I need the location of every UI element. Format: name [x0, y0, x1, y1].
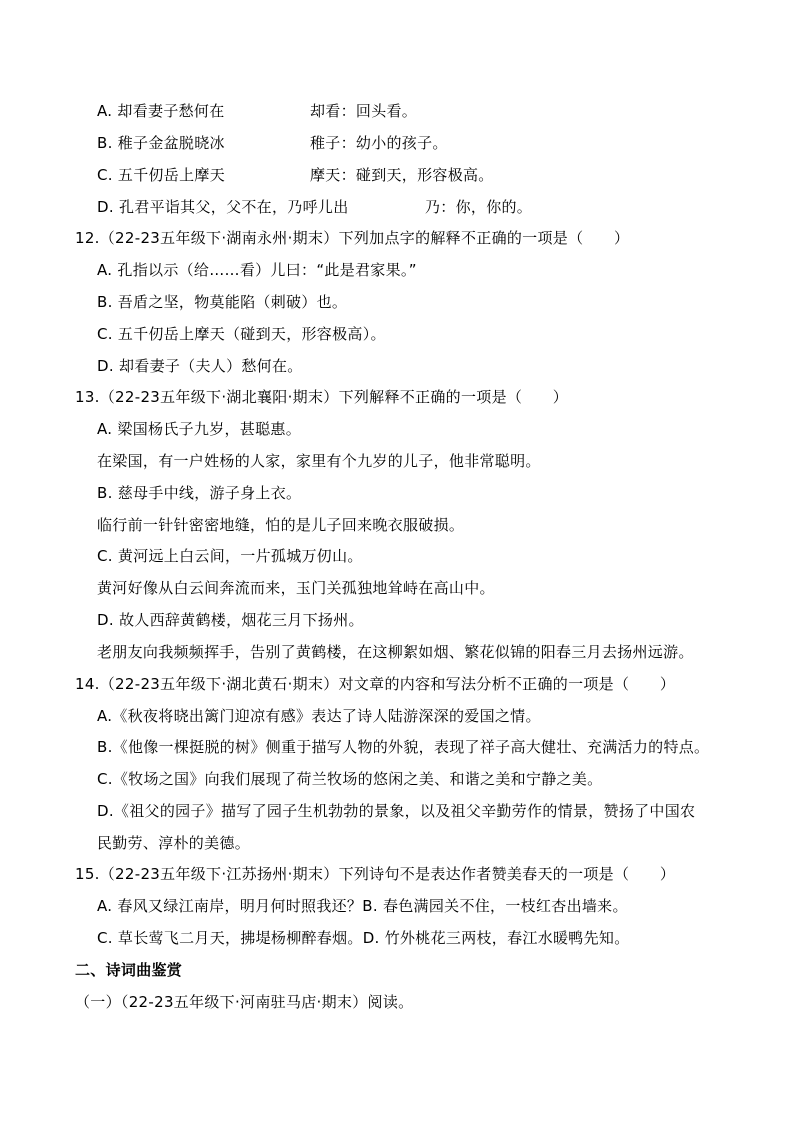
q13-option-b-explain: 临行前一针针密密地缝，怕的是儿子回来晚衣服破损。 [97, 516, 465, 534]
q12-option-a: A. 孔指以示（给……看）儿曰：“此是君家果。” [97, 261, 417, 279]
section-subtitle: （一）（22-23五年级下·河南驻马店·期末）阅读。 [75, 993, 414, 1011]
q14-option-d-line2: 民勤劳、淳朴的美德。 [97, 834, 251, 852]
q14-option-c: C.《牧场之国》向我们展现了荷兰牧场的悠闲之美、和谐之美和宁静之美。 [97, 770, 603, 788]
q12-stem: 12.（22-23五年级下·湖南永州·期末）下列加点字的解释不正确的一项是（ ） [75, 229, 630, 247]
q14-option-b: B.《他像一棵挺脱的树》侧重于描写人物的外貌，表现了祥子高大健壮、充满活力的特点。 [97, 738, 710, 756]
q12-option-c: C. 五千仞岳上摩天（碰到天，形容极高）。 [97, 325, 386, 343]
option-text: A. 却看妻子愁何在 [97, 102, 225, 120]
q14-stem: 14.（22-23五年级下·湖北黄石·期末）对文章的内容和写法分析不正确的一项是（ ） [75, 675, 676, 693]
q13-option-a: A. 梁国杨氏子九岁，甚聪惠。 [97, 420, 302, 438]
q11-option-a [97, 101, 225, 121]
q11-option-c-explain: 摩天：碰到天，形容极高。 [310, 166, 494, 184]
q15-options-ab: A. 春风又绿江南岸，明月何时照我还？B. 春色满园关不住，一枝红杏出墙来。 [97, 897, 628, 915]
q11-option-b-explain: 稚子：幼小的孩子。 [310, 134, 448, 152]
q14-option-d-line1: D.《祖父的园子》描写了园子生机勃勃的景象，以及祖父辛勤劳作的情景，赞扬了中国农 [97, 802, 696, 820]
q13-stem: 13.（22-23五年级下·湖北襄阳·期末）下列解释不正确的一项是（ ） [75, 388, 569, 406]
q13-option-c: C. 黄河远上白云间，一片孤城万仞山。 [97, 547, 363, 565]
q11-option-c: C. 五千仞岳上摩天 [97, 166, 226, 184]
q13-option-d-explain: 老朋友向我频频挥手，告别了黄鹤楼，在这柳絮如烟、繁花似锦的阳春三月去扬州远游。 [97, 643, 694, 661]
q11-option-b: B. 稚子金盆脱晓冰 [97, 134, 225, 152]
q13-option-c-explain: 黄河好像从白云间奔流而来，玉门关孤独地耸峙在高山中。 [97, 579, 495, 597]
q13-option-a-explain: 在梁国，有一户姓杨的人家，家里有个九岁的儿子，他非常聪明。 [97, 452, 541, 470]
q15-stem: 15.（22-23五年级下·江苏扬州·期末）下列诗句不是表达作者赞美春天的一项是（ ） [75, 865, 676, 883]
q11-option-d-explain: 乃：你，你的。 [425, 198, 533, 216]
q12-option-d: D. 却看妻子（夫人）愁何在。 [97, 357, 303, 375]
q11-option-d: D. 孔君平诣其父，父不在，乃呼儿出 [97, 198, 349, 216]
q15-options-cd: C. 草长莺飞二月天，拂堤杨柳醉春烟。D. 竹外桃花三两枝，春江水暖鸭先知。 [97, 929, 630, 947]
section-title: 二、诗词曲鉴赏 [75, 961, 183, 979]
q13-option-d: D. 故人西辞黄鹤楼，烟花三月下扬州。 [97, 611, 364, 629]
q14-option-a: A.《秋夜将晓出篱门迎凉有感》表达了诗人陆游深深的爱国之情。 [97, 707, 541, 725]
q12-option-b: B. 吾盾之坚，物莫能陷（刺破）也。 [97, 293, 348, 311]
q11-option-a-explain: 却看：回头看。 [310, 102, 418, 120]
q13-option-b: B. 慈母手中线，游子身上衣。 [97, 484, 302, 502]
